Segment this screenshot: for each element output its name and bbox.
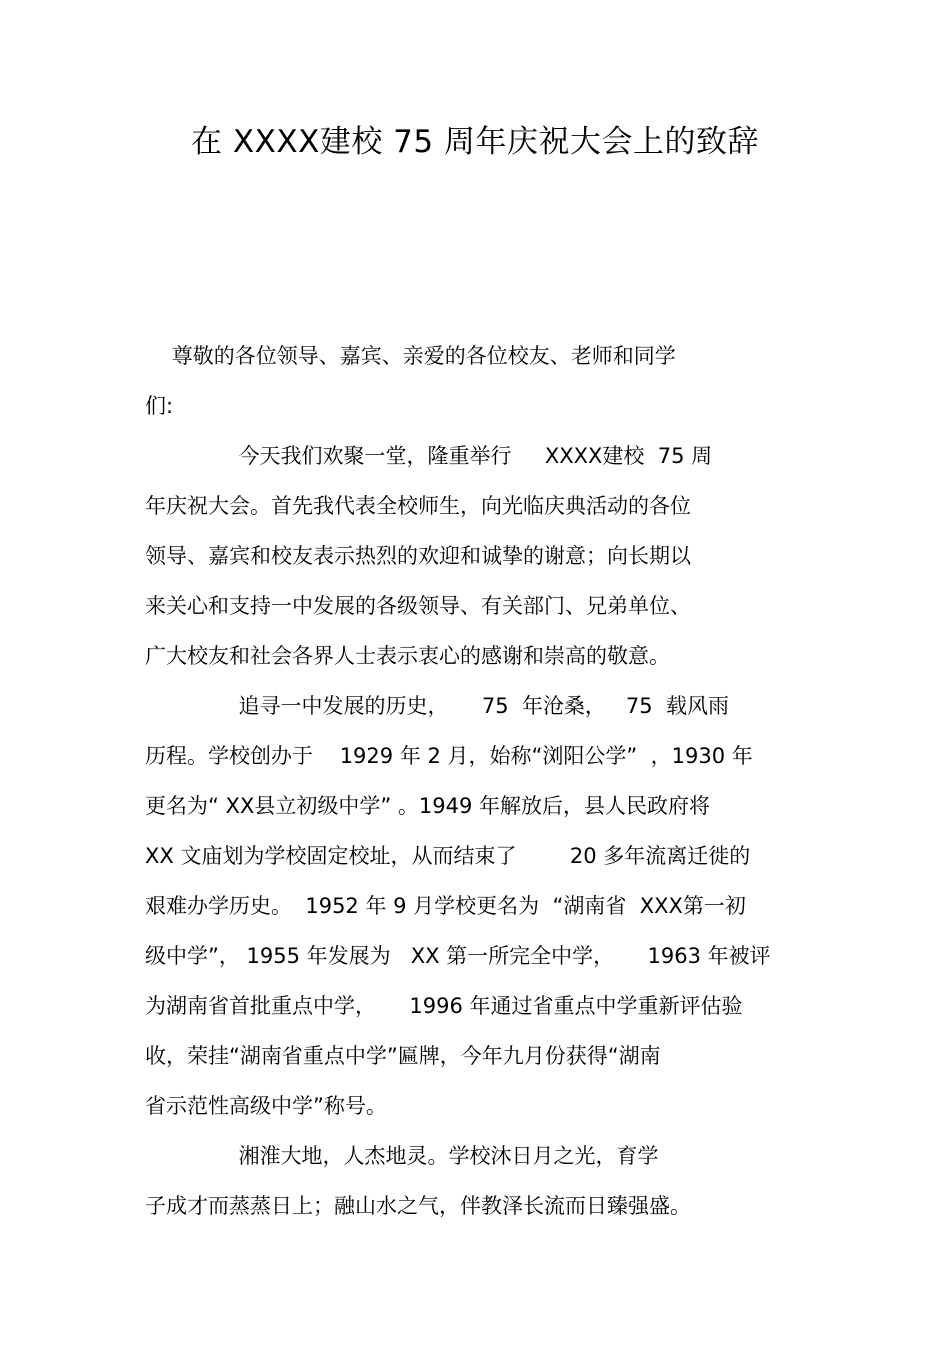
paragraph-line: 来关心和支持一中发展的各级领导、有关部门、兄弟单位、	[145, 594, 691, 618]
paragraph-line: 历程。学校创办于 1929 年 2 月，始称“浏阳公学” ，1930 年	[145, 744, 753, 768]
paragraph-line: 级中学”， 1955 年发展为 XX 第一所完全中学， 1963 年被评	[145, 944, 771, 968]
paragraph-line: 收，荣挂“湖南省重点中学”匾牌，今年九月份获得“湖南	[145, 1044, 661, 1068]
paragraph-line: 尊敬的各位领导、嘉宾、亲爱的各位校友、老师和同学	[145, 344, 676, 368]
paragraph-line: 艰难办学历史。 1952 年 9 月学校更名为 “湖南省 XXX第一初	[145, 894, 746, 918]
paragraph-line: 湘淮大地，人杰地灵。学校沐日月之光，育学	[145, 1144, 659, 1168]
paragraph-line: 为湖南省首批重点中学， 1996 年通过省重点中学重新评估验	[145, 994, 743, 1018]
paragraph-line: 更名为“ XX县立初级中学” 。1949 年解放后，县人民政府将	[145, 794, 710, 818]
paragraph-line: 省示范性高级中学”称号。	[145, 1094, 387, 1118]
paragraph-line: 年庆祝大会。首先我代表全校师生，向光临庆典活动的各位	[145, 494, 691, 518]
paragraph-line: 们:	[145, 394, 174, 418]
paragraph-line: 追寻一中发展的历史， 75 年沧桑， 75 载风雨	[145, 694, 729, 718]
paragraph-line: 今天我们欢聚一堂，隆重举行 XXXX建校 75 周	[145, 444, 713, 468]
document-title: 在 XXXX建校 75 周年庆祝大会上的致辞	[191, 124, 759, 160]
paragraph-line: 领导、嘉宾和校友表示热烈的欢迎和诚挚的谢意；向长期以	[145, 544, 691, 568]
paragraph-line: 子成才而蒸蒸日上；融山水之气，伴教泽长流而日臻强盛。	[145, 1194, 691, 1218]
paragraph-line: 广大校友和社会各界人士表示衷心的感谢和崇高的敬意。	[145, 644, 670, 668]
paragraph-line: XX 文庙划为学校固定校址，从而结束了 20 多年流离迁徙的	[145, 844, 751, 868]
